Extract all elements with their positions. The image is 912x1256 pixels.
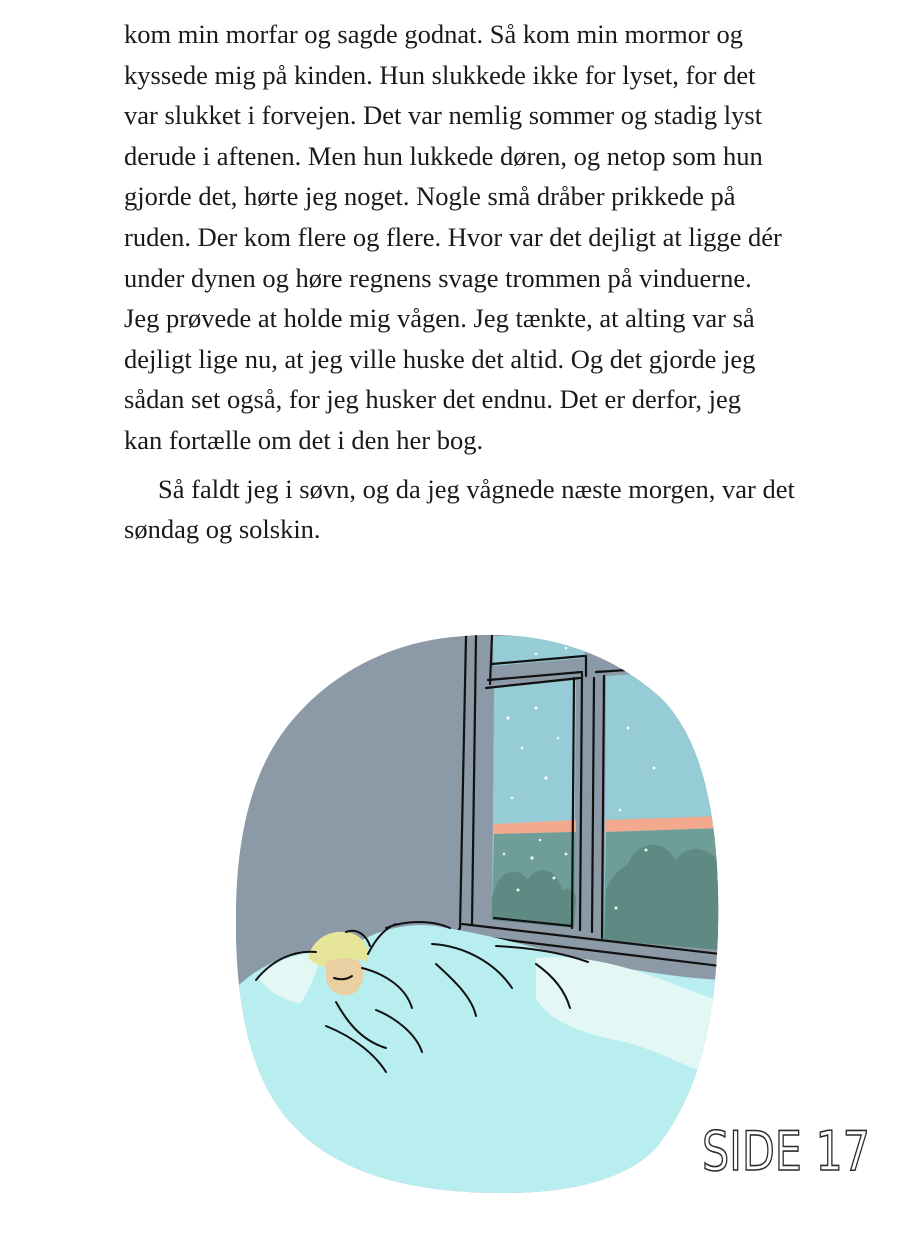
text-line: sådan set også, for jeg husker det endnu. Det er derfor, jeg (124, 384, 742, 415)
text-line: Så faldt jeg i søvn, og da jeg vågnede næste morgen, var det (158, 473, 795, 504)
text-line: kom min morfar og sagde godnat. Så kom min mormor og (124, 19, 743, 49)
text-line: kyssede mig på kinden. Hun slukkede ikke for lyset, for det (124, 59, 756, 90)
text-line: derude i aftenen. Men hun lukkede døren, og netop som hun (124, 140, 763, 171)
page-number-handwritten (698, 1112, 878, 1182)
text-line: dejligt lige nu, at jeg ville huske det altid. Og det gjorde jeg (124, 343, 756, 374)
text-line: var slukket i forvejen. Det var nemlig sommer og stadig lyst (124, 100, 763, 131)
paragraph-2 (124, 469, 854, 550)
text-line: gjorde det, hørte jeg noget. Nogle små dråber prikkede på (124, 181, 736, 212)
paragraph-1 (124, 14, 854, 461)
text-line: søndag og solskin. (124, 514, 321, 545)
text-line: ruden. Der kom flere og flere. Hvor var det dejligt at ligge dér (124, 221, 782, 252)
bedroom-illustration (236, 628, 720, 1196)
text-line: kan fortælle om det i den her bog. (124, 424, 484, 455)
story-text (124, 14, 854, 550)
text-line: Jeg prøvede at holde mig vågen. Jeg tænkte, at alting var så (124, 303, 755, 334)
text-line: under dynen og høre regnens svage trommen på vinduerne. (124, 262, 752, 293)
page-number-label: SIDE 17 (702, 1120, 870, 1183)
